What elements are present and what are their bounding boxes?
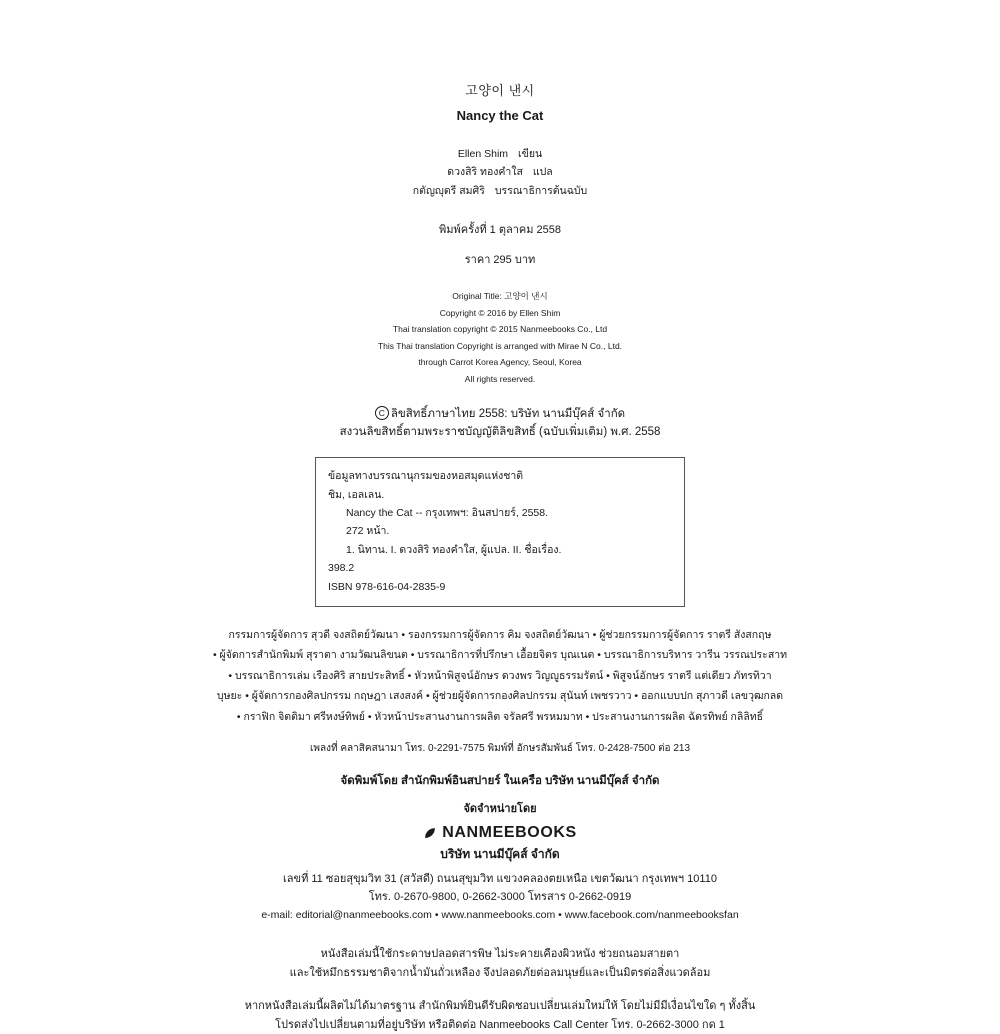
credit-role: เขียน — [518, 148, 542, 160]
print-edition-info: พิมพ์ครั้งที่ 1 ตุลาคม 2558 — [439, 220, 561, 238]
cip-isbn: ISBN 978-616-04-2835-9 — [328, 578, 672, 596]
publisher-address — [283, 871, 717, 906]
distributed-by-label: จัดจำหน่ายโดย — [463, 799, 536, 817]
credit-role: บรรณาธิการต้นฉบับ — [495, 185, 587, 197]
return-policy-note — [245, 997, 756, 1034]
credit-line — [413, 182, 587, 200]
eco-note-line-2: และใช้หมึกธรรมชาติจากน้ำมันถั่วเหลือง จึงปลอดภัยต่อลมนุษย์และเป็นมิตรต่อสิ่งแวดล้อม — [290, 964, 711, 983]
publisher-logo-text: NANMEEBOOKS — [442, 824, 577, 842]
credit-name: ดวงสิริ ทองคำใส — [447, 166, 523, 178]
original-rights-block — [378, 288, 622, 387]
cip-author: ชิม, เอลเลน. — [328, 486, 672, 504]
credit-name: Ellen Shim — [458, 148, 508, 160]
agency-line: through Carrot Korea Agency, Seoul, Korea — [378, 354, 622, 371]
price-line: ราคา 295 บาท — [465, 250, 536, 268]
credit-name: กตัญญุตรี สมศิริ — [413, 185, 485, 197]
original-copyright-line: Copyright © 2016 by Ellen Shim — [378, 305, 622, 322]
thai-copyright-block — [340, 405, 661, 442]
return-note-line-2: โปรดส่งไปเปลี่ยนตามที่อยู่บริษัท หรือติดต่อ Nanmeebooks Call Center โทร. 0-2662-3000 กด 1 — [245, 1016, 756, 1034]
credits-block — [413, 145, 587, 200]
printed-by-line: จัดพิมพ์โดย สำนักพิมพ์อินสปายร์ ในเครือ บริษัท นานมีบุ๊คส์ จำกัด — [340, 772, 659, 790]
production-contact-line: เพลงที่ คลาสิคสนามา โทร. 0-2291-7575 พิมพ์ที่ อักษรสัมพันธ์ โทร. 0-2428-7500 ต่อ 213 — [310, 741, 690, 756]
staff-line: • กราฟิก จิตติมา ศรีหงษ์ทิพย์ • หัวหน้าประสานงานการผลิต จรัลศรี พรหมมาท • ประสานงานการผลิต ฉัตรทิพย์ กลิลิทธิ์ — [180, 707, 820, 727]
eco-paper-note — [290, 945, 711, 982]
cip-pages: 272 หน้า. — [328, 522, 672, 540]
staff-line: บุษยะ • ผู้จัดการกองศิลปกรรม กฤษฎา เสงสงค์ • ผู้ช่วยผู้จัดการกองศิลปกรรม สุนันท์ เพชรวาว • ออกแบบปก สุภาวดี เลขวุฒกลด — [180, 686, 820, 706]
book-title-english: Nancy the Cat — [457, 108, 544, 123]
publisher-logo — [423, 824, 577, 842]
thai-copyright-line-1: ลิขสิทธิ์ภาษาไทย 2558: บริษัท นานมีบุ๊คส์ จำกัด — [391, 408, 625, 420]
original-title-line: Original Title: 고양이 낸시 — [378, 288, 622, 305]
copyright-icon: C — [375, 406, 389, 420]
address-line-2: โทร. 0-2670-9800, 0-2662-3000 โทรสาร 0-2662-0919 — [283, 889, 717, 907]
eco-note-line-1: หนังสือเล่มนี้ใช้กระดาษปลอดสารพิษ ไม่ระคายเคืองผิวหนัง ช่วยถนอมสายตา — [290, 945, 711, 964]
staff-line: • บรรณาธิการเล่ม เรืองศิริ สายประสิทธิ์ • หัวหน้าพิสูจน์อักษร ดวงพร วิญญูธรรมรัตน์ • พิสูจน์อักษร ราตรี แต่เดียว ภัทรทิวา — [180, 666, 820, 686]
credit-line — [413, 145, 587, 163]
publisher-company-name: บริษัท นานมีบุ๊คส์ จำกัด — [440, 845, 559, 864]
cip-ddc: 398.2 — [328, 559, 672, 577]
staff-credits-block — [180, 625, 820, 727]
all-rights-reserved-line: All rights reserved. — [378, 371, 622, 388]
credit-line — [413, 163, 587, 181]
cip-data-box — [315, 457, 685, 607]
credit-role: แปล — [533, 166, 553, 178]
staff-line: กรรมการผู้จัดการ สุวดี จงสถิตย์วัฒนา • รองกรรมการผู้จัดการ คิม จงสถิตย์วัฒนา • ผู้ช่วยกรรมการผู้จัดการ ราตรี สังสกฤษ — [180, 625, 820, 645]
thai-copyright-line-2: สงวนลิขสิทธิ์ตามพระราชบัญญัติลิขสิทธิ์ (ฉบับเพิ่มเติม) พ.ศ. 2558 — [340, 423, 661, 441]
arrangement-line: This Thai translation Copyright is arranged with Mirae N Co., Ltd. — [378, 338, 622, 355]
return-note-line-1: หากหนังสือเล่มนี้ผลิตไม่ได้มาตรฐาน สำนักพิมพ์ยินดีรับผิดชอบเปลี่ยนเล่มใหม่ให้ โดยไม่มีมีเงื่อนไขใด ๆ ทั้งสิ้น — [245, 997, 756, 1016]
thai-translation-copyright-line: Thai translation copyright © 2015 Nanmeebooks Co., Ltd — [378, 321, 622, 338]
cip-title: Nancy the Cat -- กรุงเทพฯ: อินสปายร์, 2558. — [328, 504, 672, 522]
address-line-1: เลขที่ 11 ซอยสุขุมวิท 31 (สวัสดี) ถนนสุขุมวิท แขวงคลองตยเหนือ เขตวัฒนา กรุงเทพฯ 10110 — [283, 871, 717, 889]
staff-line: • ผู้จัดการสำนักพิมพ์ สุราตา งามวัฒนลิขนต • บรรณาธิการที่ปรึกษา เอื้อยจิตร บุณเนต • บรรณาธิการบริหาร วารีน วรรณประสาท — [180, 645, 820, 665]
leaf-logo-icon — [423, 826, 437, 840]
cip-heading: ข้อมูลทางบรรณานุกรมของหอสมุดแห่งชาติ — [328, 467, 672, 485]
publisher-web-contacts: e-mail: editorial@nanmeebooks.com • www.nanmeebooks.com • www.facebook.com/nanmeebooksfan — [261, 909, 738, 921]
cip-subjects: 1. นิทาน. I. ดวงสิริ ทองคำใส, ผู้แปล. II. ชื่อเรื่อง. — [328, 541, 672, 559]
book-title-korean: 고양이 낸시 — [465, 80, 534, 99]
